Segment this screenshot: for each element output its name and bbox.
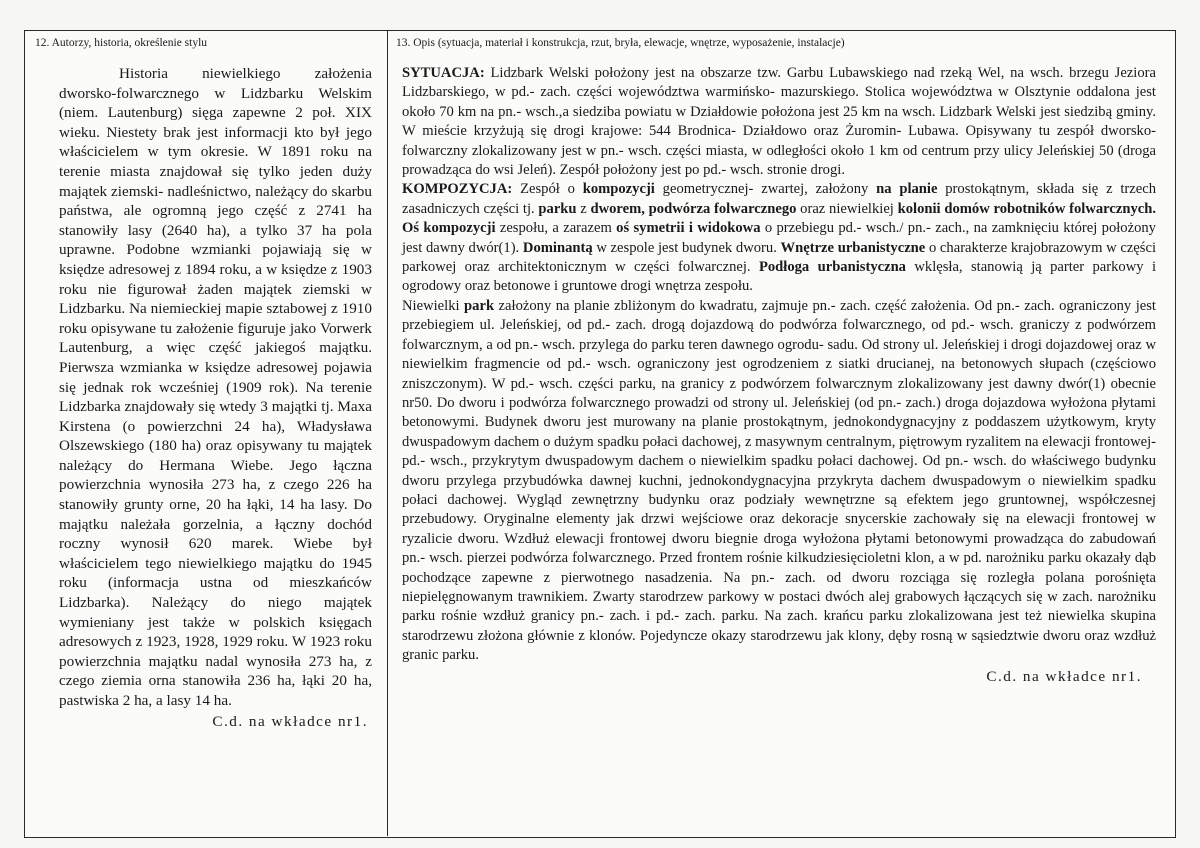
kompozycja-run: kompozycji — [582, 181, 655, 198]
kompozycja-run: parku — [538, 200, 577, 217]
description-text — [402, 64, 1156, 666]
history-continuation-note: C.d. na wkładce nr1. — [212, 712, 368, 730]
history-body: Historia niewielkiego założenia dworsko-folwarcznego w Lidzbarku Welskim (niem. Lautenburg) sięga zapewne 2 poł. XIX wieku. Niestety brak jest informacji kto był jego właścicielem w tym okresie. W 1891 roku na terenie miasta znajdował się tylko jeden duży majątek ziemski- nadleśnictwo, należący do skarbu państwa, ale ogromną jego część z 2741 ha stanowiły lasy (2640 ha), a tylko 37 ha pola uprawne. Podobne wzmianki pojawiają się w księdze adresowej z 1894 roku, a w księdze z 1903 roku nie figurował żaden majątek ziemski w Lidzbarku. Na niemieckiej mapie sztabowej z 1910 roku opisywane tu założenie figuruje jako Vorwerk Lautenburg, a więc część jakiegoś majątku. Pierwsza wzmianka w księdze adresowej pojawia się jednak rok wcześniej (1909 rok). Na terenie Lidzbarka znajdowały się wtedy 3 majątki tj. Maxa Kirstena (o powierzchni 24 ha), Władysława Olszewskiego (180 ha) oraz opisywany tu majątek należący do Hermana Wiebe. Jego łączna powierzchnia wynosiła 273 ha, z czego 226 ha stanowiły grunty orne, 20 ha łąki, 14 ha lasy. Do majątku należała gorzelnia, a łączny dochód roczny wynosił 620 marek. Wiebe był właścicielem tego niewielkiego majątku do 1945 roku (informacja ustna od mieszkańców Lidzbarka). Należący do niego majątek wymieniany jest także w polskich księgach adresowych z 1923, 1928, 1929 roku. W 1923 roku powierzchnia majątku nadal wynosiła 273 ha, z czego ziemia orna stanowiła 236 ha, łąki 20 ha, pastwiska 2 ha, a lasy 14 ha. — [59, 65, 372, 709]
description-column — [396, 36, 1164, 826]
kompozycja-run: z — [576, 200, 591, 217]
kompozycja-run: dworem, podwórza folwarcznego — [590, 200, 797, 217]
history-column — [35, 36, 380, 826]
sytuacja-label: SYTUACJA: — [402, 65, 485, 81]
kompozycja-run: kolonii domów robotników folwarcznych. Oś kompozycji — [402, 200, 1156, 237]
kompozycja-run: o charakterze krajobrazowym w części parkowej oraz architektonicznym w części folwarcznej. — [402, 239, 1156, 276]
kompozycja-run: na planie — [876, 181, 938, 198]
column-divider — [387, 30, 388, 836]
section-12-heading: 12. Autorzy, historia, określenie stylu — [35, 37, 208, 49]
park-intro: Niewielki — [402, 297, 465, 314]
sytuacja-paragraph — [402, 64, 1156, 180]
kompozycja-run: o przebiegu pd.- wsch./ pn.- zach., na zamknięciu której położony jest dawny dwór(1). — [402, 220, 1156, 256]
kompozycja-run: KOMPOZYCJA: — [402, 181, 513, 198]
kompozycja-run: Podłoga urbanistyczna — [758, 259, 906, 276]
kompozycja-run: oś symetrii i widokowa — [616, 220, 761, 237]
section-13-heading: 13. Opis (sytuacja, materiał i konstrukcja, rzut, bryła, elewacje, wnętrze, wyposażenie, instalacje) — [396, 37, 845, 49]
kompozycja-run: zespołu, a zarazem — [495, 220, 617, 237]
kompozycja-run: w zespole jest budynek dworu. — [592, 239, 781, 256]
kompozycja-run: Zespół o — [512, 181, 583, 198]
park-paragraph — [402, 297, 1156, 666]
history-text — [59, 64, 372, 711]
kompozycja-paragraph — [402, 180, 1156, 296]
sytuacja-text: Lidzbark Welski położony jest na obszarze tzw. Garbu Lubawskiego nad rzeką Wel, na wsch. brzegu Jeziora Lidzbarskiego, w pd.- zach. części województwa warmińsko- mazurskiego. Stolica województwa w Olsztynie oddalona jest około 70 km na pn.- wsch.,a siedziba powiatu w Działdowie położona jest 25 km na wsch. Lidzbark Welski jest siedzibą gminy. W mieście krzyżują się drogi krajowe: 544 Brodnica- Działdowo oraz Żuromin- Lubawa. Opisywany tu zespół dworsko- folwarczny zlokalizowany jest w pn.- wsch. części miasta, w odległości około 1 km od centrum przy ulicy Jeleńskiej 50 (droga prowadząca do wsi Jeleń). Zespół położony jest po pd.- wsch. stronie drogi. — [402, 65, 1156, 179]
kompozycja-run: Wnętrze urbanistyczne — [780, 239, 926, 256]
park-label: park — [464, 297, 495, 314]
description-continuation-note: C.d. na wkładce nr1. — [986, 667, 1142, 685]
kompozycja-run: wklęsła, stanowią ją parter parkowy i ogrodowy oraz betonowe i gruntowe drogi wnętrza zespołu. — [402, 259, 1156, 295]
kompozycja-run: Dominantą — [522, 239, 593, 256]
kompozycja-run: prostokątnym, składa się z trzech zasadniczych części tj. — [402, 181, 1156, 217]
kompozycja-run: oraz niewielkiej — [796, 200, 898, 217]
park-text: założony na planie zbliżonym do kwadratu, zajmuje pn.- zach. część założenia. Od pn.- zach. ograniczony jest przebiegiem ul. Jeleńskiej, od pd.- zach. drogą dojazdową do podwórza folwarcznego, od pd.- wsch. graniczy z podwórzem folwarcznym, a od pn.- wsch. przylega do parku teren dawnego ogrodu- sadu. Od strony ul. Jeleńskiej i drogi dojazdowej oraz w niewielkim fragmencie od pd.- wsch. ograniczony jest ogrodzeniem z siatki drucianej, na betonowych słupach (częściowo zniszczonym). W pd.- wsch. części parku, na granicy z podwórzem folwarcznym zlokalizowany jest dawny dwór(1) obecnie nr50. Do dworu i podwórza folwarcznego prowadzi od strony ul. Jeleńskiej (od pn.- zach.) droga dojazdowa wyłożona płytami betonowymi. Budynek dworu jest murowany na planie prostokątnym, jednokondygnacyjny z poddaszem użytkowym, kryty dwuspadowym dachem o dużym spadku połaci dachowej, z masywnym centralnym, piętrowym ryzalitem na elewacji frontowej- pd.- wsch., przykrytym dwuspadowym dachem o niewielkim spadku połaci dachowej. Od pn.- wsch. do właściwego budynku dworu przylega przybudówka dawnej kuchni, jednokondygnacyjna przykryta dachem dwuspadowym o niewielkim spadku połaci dachowej. Wygląd zewnętrzny budynku oraz podziały wewnętrzne są efektem jego gruntownej, współczesnej przebudowy. Oryginalne elementy jak drzwi wejściowe oraz dekoracje snycerskie zachowały się na elewacji frontowej w ryzalicie dworu. Wzdłuż elewacji frontowej dworu biegnie droga wyłożona płytami betonowymi prowadząca do zabudowań pn.- wsch. pierzei podwórza folwarcznego. Przed frontem rośnie kilkudziesięcioletni klon, a w pd. narożniku parku okazały dąb pochodzące zapewne z pierwotnego nasadzenia. Na pn.- zach. od dworu rozciąga się rozległa polana porośnięta niepielęgnowanym trawnikiem. Zwarty starodrzew parkowy w postaci dwóch alej grabowych łączących się w zach. narożniku parku rośnie wzdłuż granicy pn.- zach. i pd.- zach. parku. Na zach. krańcu parku zlokalizowana jest też niewielka skupina starodrzewu złożona głównie z klonów. Pojedyncze okazy starodrzewu jak klony, dęby rosną w sąsiedztwie dworu oraz wzdłuż granic parku. — [402, 297, 1156, 664]
kompozycja-run: geometrycznej- zwartej, założony — [654, 181, 877, 198]
